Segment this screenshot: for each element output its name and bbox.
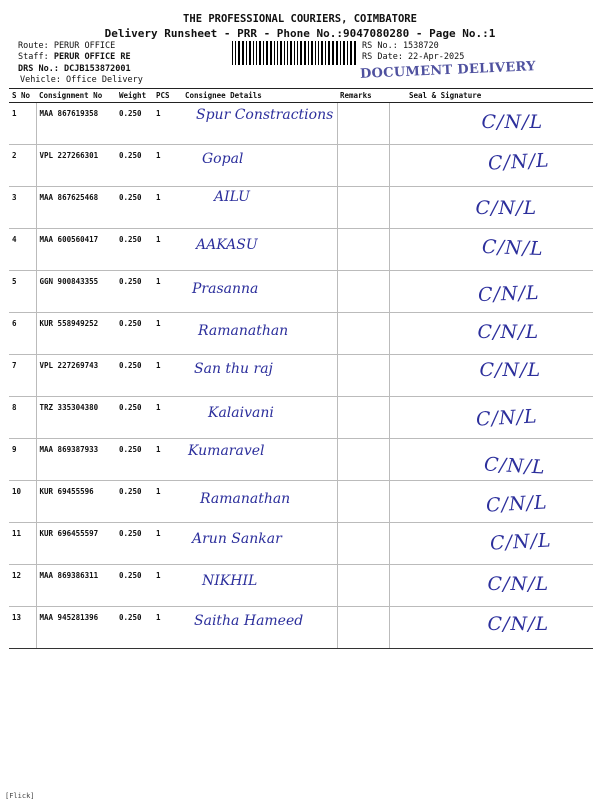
table-row xyxy=(9,271,593,313)
consignment-number-cell: KUR 696455597 xyxy=(36,523,116,565)
remarks-cell xyxy=(337,145,389,187)
staff-text xyxy=(18,52,131,62)
weight-cell: 0.250 xyxy=(116,355,153,397)
remarks-cell xyxy=(337,103,389,145)
remarks-cell xyxy=(337,229,389,271)
signature-cell xyxy=(389,565,593,607)
signature-cell xyxy=(389,481,593,523)
table-header-row xyxy=(9,89,593,103)
handwritten-consignee-name: Saitha Hameed xyxy=(194,613,304,629)
handwritten-consignee-name: AILU xyxy=(214,189,250,205)
sno-cell: 1 xyxy=(9,103,36,145)
sno-cell: 8 xyxy=(9,397,36,439)
handwritten-signature: C/N/L xyxy=(481,111,544,133)
document-delivery-stamp: DOCUMENT DELIVERY xyxy=(359,59,537,82)
pcs-cell: 1 xyxy=(153,103,182,145)
handwritten-signature: C/N/L xyxy=(477,321,540,343)
vehicle-text: Vehicle: Office Delivery xyxy=(20,75,143,85)
runsheet-table xyxy=(9,88,593,649)
consignment-number-cell: VPL 227266301 xyxy=(36,145,116,187)
sno-cell: 6 xyxy=(9,313,36,355)
table-row xyxy=(9,565,593,607)
handwritten-consignee-name: AAKASU xyxy=(196,237,258,253)
sno-cell: 7 xyxy=(9,355,36,397)
remarks-cell xyxy=(337,439,389,481)
signature-cell xyxy=(389,439,593,481)
signature-cell xyxy=(389,187,593,229)
handwritten-signature: C/N/L xyxy=(487,573,550,595)
signature-cell xyxy=(389,229,593,271)
consignee-cell xyxy=(182,523,337,565)
sno-cell: 3 xyxy=(9,187,36,229)
handwritten-consignee-name: Kumaravel xyxy=(188,443,265,459)
table-row xyxy=(9,523,593,565)
weight-cell: 0.250 xyxy=(116,271,153,313)
table-row xyxy=(9,355,593,397)
weight-cell: 0.250 xyxy=(116,481,153,523)
col-header-sno: S No xyxy=(9,89,36,103)
handwritten-signature: C/N/L xyxy=(479,359,542,381)
handwritten-signature: C/N/L xyxy=(474,405,538,431)
remarks-cell xyxy=(337,523,389,565)
weight-cell: 0.250 xyxy=(116,523,153,565)
pcs-cell: 1 xyxy=(153,565,182,607)
consignment-number-cell: VPL 227269743 xyxy=(36,355,116,397)
signature-cell xyxy=(389,271,593,313)
remarks-cell xyxy=(337,481,389,523)
company-title: THE PROFESSIONAL COURIERS, COIMBATORE xyxy=(183,13,417,25)
consignee-cell xyxy=(182,229,337,271)
consignee-cell xyxy=(182,271,337,313)
sno-cell: 9 xyxy=(9,439,36,481)
consignee-cell xyxy=(182,313,337,355)
table-row xyxy=(9,103,593,145)
pcs-cell: 1 xyxy=(153,481,182,523)
consignee-cell xyxy=(182,187,337,229)
consignee-cell xyxy=(182,145,337,187)
handwritten-signature: C/N/L xyxy=(475,197,538,219)
table-row xyxy=(9,481,593,523)
consignment-number-cell: MAA 600560417 xyxy=(36,229,116,271)
consignment-number-cell: TRZ 335304380 xyxy=(36,397,116,439)
pcs-cell: 1 xyxy=(153,313,182,355)
table-row xyxy=(9,607,593,649)
consignee-cell xyxy=(182,565,337,607)
handwritten-consignee-name: San thu raj xyxy=(194,361,273,377)
consignee-cell xyxy=(182,355,337,397)
signature-cell xyxy=(389,523,593,565)
table-row xyxy=(9,145,593,187)
handwritten-consignee-name: Spur Constractions xyxy=(196,107,334,123)
consignee-cell xyxy=(182,607,337,649)
col-header-remarks: Remarks xyxy=(337,89,389,103)
pcs-cell: 1 xyxy=(153,271,182,313)
pcs-cell: 1 xyxy=(153,355,182,397)
table-row xyxy=(9,439,593,481)
remarks-cell xyxy=(337,271,389,313)
barcode-image xyxy=(232,41,356,65)
sno-cell: 10 xyxy=(9,481,36,523)
handwritten-consignee-name: Ramanathan xyxy=(200,491,291,507)
consignment-number-cell: MAA 867619358 xyxy=(36,103,116,145)
pcs-cell: 1 xyxy=(153,229,182,271)
staff-value: PERUR OFFICE RE xyxy=(53,52,131,62)
handwritten-consignee-name: Kalaivani xyxy=(208,405,274,421)
handwritten-signature: C/N/L xyxy=(482,453,546,479)
sno-cell: 11 xyxy=(9,523,36,565)
table-row xyxy=(9,229,593,271)
col-header-consignment: Consignment No xyxy=(36,89,116,103)
weight-cell: 0.250 xyxy=(116,103,153,145)
rs-number: RS No.: 1538720 xyxy=(362,41,439,51)
handwritten-consignee-name: Ramanathan xyxy=(198,323,289,339)
table-row xyxy=(9,397,593,439)
signature-cell xyxy=(389,145,593,187)
signature-cell xyxy=(389,607,593,649)
handwritten-signature: C/N/L xyxy=(477,281,540,307)
consignment-number-cell: GGN 900843355 xyxy=(36,271,116,313)
handwritten-signature: C/N/L xyxy=(484,491,548,517)
consignee-cell xyxy=(182,439,337,481)
consignment-number-cell: KUR 558949252 xyxy=(36,313,116,355)
remarks-cell xyxy=(337,607,389,649)
pcs-cell: 1 xyxy=(153,523,182,565)
table-row xyxy=(9,313,593,355)
route-text: Route: PERUR OFFICE xyxy=(18,41,116,51)
col-header-signature: Seal & Signature xyxy=(389,89,593,103)
handwritten-signature: C/N/L xyxy=(487,613,550,635)
remarks-cell xyxy=(337,313,389,355)
signature-cell xyxy=(389,313,593,355)
weight-cell: 0.250 xyxy=(116,187,153,229)
consignment-number-cell: MAA 867625468 xyxy=(36,187,116,229)
consignment-number-cell: MAA 945281396 xyxy=(36,607,116,649)
pcs-cell: 1 xyxy=(153,145,182,187)
signature-cell xyxy=(389,355,593,397)
footer-text: [Flick] xyxy=(5,792,35,800)
weight-cell: 0.250 xyxy=(116,313,153,355)
handwritten-consignee-name: Arun Sankar xyxy=(192,531,282,547)
table-row xyxy=(9,187,593,229)
rs-date: RS Date: 22-Apr-2025 xyxy=(362,52,465,62)
col-header-consignee: Consignee Details xyxy=(182,89,337,103)
handwritten-signature: C/N/L xyxy=(488,529,552,555)
pcs-cell: 1 xyxy=(153,187,182,229)
signature-cell xyxy=(389,103,593,145)
remarks-cell xyxy=(337,397,389,439)
consignment-number-cell: MAA 869387933 xyxy=(36,439,116,481)
sno-cell: 4 xyxy=(9,229,36,271)
handwritten-consignee-name: NIKHIL xyxy=(202,573,258,589)
sno-cell: 2 xyxy=(9,145,36,187)
remarks-cell xyxy=(337,187,389,229)
handwritten-signature: C/N/L xyxy=(486,149,550,175)
remarks-cell xyxy=(337,565,389,607)
remarks-cell xyxy=(337,355,389,397)
consignee-cell xyxy=(182,397,337,439)
consignee-cell xyxy=(182,103,337,145)
pcs-cell: 1 xyxy=(153,607,182,649)
sno-cell: 13 xyxy=(9,607,36,649)
consignment-number-cell: MAA 869386311 xyxy=(36,565,116,607)
drs-number: DRS No.: DCJB153872001 xyxy=(18,64,131,74)
sno-cell: 12 xyxy=(9,565,36,607)
weight-cell: 0.250 xyxy=(116,607,153,649)
col-header-weight: Weight xyxy=(116,89,153,103)
handwritten-consignee-name: Gopal xyxy=(202,151,244,167)
consignee-cell xyxy=(182,481,337,523)
sno-cell: 5 xyxy=(9,271,36,313)
weight-cell: 0.250 xyxy=(116,439,153,481)
weight-cell: 0.250 xyxy=(116,397,153,439)
handwritten-signature: C/N/L xyxy=(481,235,544,261)
signature-cell xyxy=(389,397,593,439)
weight-cell: 0.250 xyxy=(116,565,153,607)
handwritten-consignee-name: Prasanna xyxy=(192,281,259,297)
weight-cell: 0.250 xyxy=(116,145,153,187)
pcs-cell: 1 xyxy=(153,397,182,439)
col-header-pcs: PCS xyxy=(153,89,182,103)
runsheet-subtitle: Delivery Runsheet - PRR - Phone No.:9047080280 - Page No.:1 xyxy=(104,27,496,40)
weight-cell: 0.250 xyxy=(116,229,153,271)
consignment-number-cell: KUR 69455596 xyxy=(36,481,116,523)
staff-label: Staff: xyxy=(18,52,49,62)
pcs-cell: 1 xyxy=(153,439,182,481)
